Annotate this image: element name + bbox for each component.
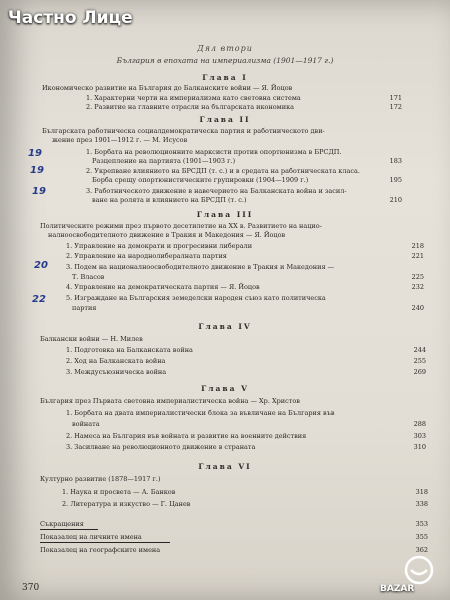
toc-page: 355 bbox=[415, 533, 428, 541]
toc-page: 338 bbox=[415, 500, 428, 508]
toc-page: 183 bbox=[389, 157, 402, 165]
toc-page: 244 bbox=[413, 346, 426, 354]
toc-page: 255 bbox=[413, 357, 426, 365]
toc-line: 4. Управление на демократическата партия — Я. Йоцов bbox=[66, 283, 260, 291]
toc-page: 225 bbox=[411, 273, 424, 281]
toc-page: 221 bbox=[411, 252, 424, 260]
toc-page: 171 bbox=[389, 94, 402, 102]
handwritten-mark: 20 bbox=[34, 260, 48, 271]
toc-line: Балкански войни — Н. Милев bbox=[40, 335, 143, 343]
toc-line: войната bbox=[72, 420, 100, 428]
chapter-heading-1: Глава I bbox=[202, 73, 248, 82]
toc-line: Показалец на личните имена bbox=[40, 533, 142, 541]
part-title: Дял втори bbox=[197, 44, 253, 53]
toc-line: 2. Намеса на България във войната и развитие на военните действия bbox=[66, 432, 307, 440]
toc-page: 240 bbox=[411, 304, 424, 312]
chapter-heading-2: Глава II bbox=[199, 115, 251, 124]
logo-text: BAZAR bbox=[380, 584, 415, 594]
toc-line: България през Първата световна империалистическа война — Хр. Христов bbox=[40, 397, 300, 405]
toc-line: 3. Работническото движение в навечерието на Балканската война и засил- bbox=[86, 187, 347, 195]
part-subtitle: България в епохата на империализма (1901—1917 г.) bbox=[116, 56, 334, 65]
toc-page: 318 bbox=[415, 488, 428, 496]
toc-page: 303 bbox=[413, 432, 426, 440]
pen-underline bbox=[40, 529, 98, 530]
page-number: 370 bbox=[22, 583, 40, 593]
toc-line: 2. Ход на Балканската война bbox=[66, 357, 166, 365]
toc-page: 310 bbox=[413, 443, 426, 451]
watermark-text: Частно Лице bbox=[8, 8, 133, 28]
toc-line: 2. Укрепване влиянието на БРСДП (т. с.) и в средата на работническата класа. bbox=[86, 167, 360, 175]
toc-line: 3. Междусъюзническа война bbox=[66, 368, 167, 376]
toc-page: 172 bbox=[389, 103, 402, 111]
toc-line: 1. Борбата на двата империалистически блока за въвличане на България във bbox=[66, 409, 335, 417]
toc-line: 1. Характерни черти на империализма като световна система bbox=[86, 94, 301, 102]
toc-page: 195 bbox=[389, 176, 402, 184]
chapter-heading-6: Глава VI bbox=[198, 462, 252, 471]
chapter-heading-4: Глава IV bbox=[198, 322, 252, 331]
toc-line: Политическите режими през първото десетилетие на ХХ в. Развитието на нацио- bbox=[40, 222, 322, 230]
handwritten-mark: 19 bbox=[30, 165, 44, 176]
toc-line: Т. Власов bbox=[72, 273, 105, 281]
toc-line: 1. Подготовка на Балканската война bbox=[66, 346, 193, 354]
toc-line: 1. Борбата на революционните марксисти против опортюнизма в БРСДП. bbox=[86, 148, 342, 156]
toc-line: Показалец на географските имена bbox=[40, 546, 161, 554]
toc-line: Разцепление на партията (1901—1903 г.) bbox=[92, 157, 236, 165]
toc-line: ване на ролята и влиянието на БРСДП (т. с.) bbox=[92, 196, 247, 204]
chapter-heading-5: Глава V bbox=[201, 384, 249, 393]
handwritten-mark: 22 bbox=[32, 294, 46, 305]
toc-page: 362 bbox=[415, 546, 428, 554]
toc-line: жение през 1901—1912 г. — М. Исусов bbox=[52, 136, 188, 144]
toc-line: Съкращения bbox=[40, 520, 84, 528]
toc-page: 353 bbox=[415, 520, 428, 528]
toc-line: Българската работническа социалдемократическа партия и работническото дви- bbox=[42, 127, 325, 135]
toc-line: Културно развитие (1878—1917 г.) bbox=[40, 475, 161, 483]
handwritten-mark: 19 bbox=[32, 186, 46, 197]
toc-line: 2. Развитие на главните отрасли на българската икономика bbox=[86, 103, 295, 111]
toc-line: налноосвободителното движение в Тракия и Македония — Я. Йоцов bbox=[48, 231, 286, 239]
toc-page: 210 bbox=[389, 196, 402, 204]
handwritten-mark: 19 bbox=[28, 148, 42, 159]
toc-line: 2. Литература и изкуство — Г. Цанев bbox=[62, 500, 191, 508]
toc-line: партия bbox=[72, 304, 97, 312]
toc-page: 269 bbox=[413, 368, 426, 376]
pen-underline bbox=[40, 542, 170, 543]
toc-page: 288 bbox=[413, 420, 426, 428]
toc-line: Икономическо развитие на България до Балканските войни — Я. Йоцов bbox=[42, 84, 293, 92]
toc-page: 218 bbox=[411, 242, 424, 250]
toc-line: 3. Подем на националноосвободителното движение в Тракия и Македония — bbox=[66, 263, 335, 271]
toc-line: 5. Изграждане на Българския земеделски народен съюз като политическа bbox=[66, 294, 326, 302]
toc-line: Борба срещу опортюнистическите групировки (1904—1909 г.) bbox=[92, 176, 309, 184]
toc-page: 232 bbox=[411, 283, 424, 291]
toc-line: 3. Засилване на революционното движение в страната bbox=[66, 443, 256, 451]
toc-line: 1. Наука и просвета — А. Банков bbox=[62, 488, 176, 496]
toc-line: 2. Управление на народнолибералната партия bbox=[66, 252, 227, 260]
chapter-heading-3: Глава III bbox=[196, 210, 254, 219]
toc-line: 1. Управление на демократи и прогресивни либерали bbox=[66, 242, 253, 250]
